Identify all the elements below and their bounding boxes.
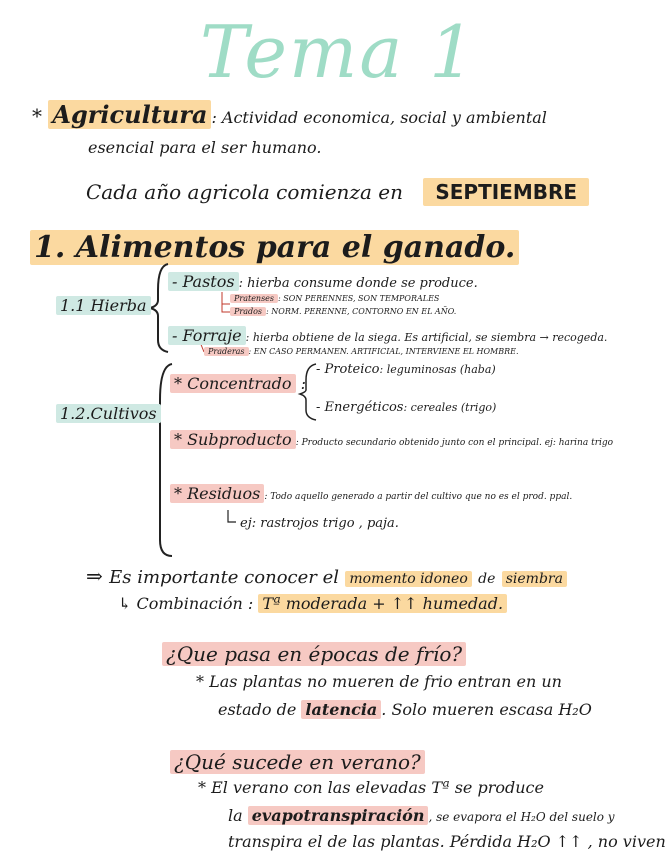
pastos-text: : hierba consume donde se produce. xyxy=(238,276,478,291)
hierba-label xyxy=(56,296,151,315)
verano-line-1: * El verano con las elevadas Tª se produce xyxy=(198,778,544,797)
subproducto-text: : Producto secundario obtenido junto con el principal. ej: harina trigo xyxy=(295,438,614,448)
intro-def: : Actividad economica, social y ambiental xyxy=(211,108,547,127)
prados-text: : NORM. PERENNE, CONTORNO EN EL AÑO. xyxy=(266,307,457,316)
verano-la: la xyxy=(228,806,243,825)
pastos-label: - Pastos xyxy=(168,272,239,291)
residuos-example: ej: rastrojos trigo , paja. xyxy=(240,516,399,531)
forraje-line xyxy=(168,326,607,345)
importante-line xyxy=(86,564,567,588)
subproducto-line xyxy=(170,430,613,449)
concentrado-label: * Concentrado xyxy=(170,374,296,393)
frio-question xyxy=(162,642,466,666)
importante-text: Es importante conocer el xyxy=(109,567,339,588)
forraje-label: - Forraje xyxy=(168,326,246,345)
importante-de: de xyxy=(478,571,496,587)
cultivos-label-text: 1.2.Cultivos xyxy=(56,404,161,423)
praderas-line xyxy=(204,347,519,356)
siembra: siembra xyxy=(502,571,567,587)
section-1-number: 1. xyxy=(34,230,66,265)
energetico-label: - Energéticos xyxy=(316,400,404,415)
prados-label: Prados xyxy=(230,307,266,316)
residuos-text: : Todo aquello generado a partir del cultivo que no es el prod. ppal. xyxy=(264,492,573,502)
importante-arrow: ⇒ xyxy=(86,564,103,588)
latencia: latencia xyxy=(301,700,381,719)
agricultura-term: Agricultura xyxy=(48,100,211,129)
pratenses-text: : SON PERENNES, SON TEMPORALES xyxy=(278,294,440,303)
frio-question-text: ¿Que pasa en épocas de frío? xyxy=(162,642,466,666)
pratenses-line xyxy=(230,294,439,303)
year-text: Cada año agricola comienza en xyxy=(86,180,403,204)
proteico-text: : leguminosas (haba) xyxy=(379,363,496,376)
proteico-label: - Proteico xyxy=(316,362,380,377)
hierba-label-text: 1.1 Hierba xyxy=(56,296,151,315)
pastos-line xyxy=(168,272,478,291)
proteico-line xyxy=(316,362,496,377)
combinacion-arrow: ↳ xyxy=(118,594,132,613)
energetico-text: : cereales (trigo) xyxy=(403,401,497,414)
residuos-line xyxy=(170,484,572,503)
momento-idoneo: momento idoneo xyxy=(345,571,471,587)
cultivos-label xyxy=(56,404,161,423)
verano-question-text: ¿Qué sucede en verano? xyxy=(170,750,425,774)
page-title: Tema 1 xyxy=(200,10,477,94)
verano-line-2 xyxy=(228,806,615,825)
month-badge: SEPTIEMBRE xyxy=(423,178,589,206)
frio-line-1: * Las plantas no mueren de frio entran en un xyxy=(196,672,562,691)
intro-marker: * xyxy=(32,104,42,128)
energetico-line xyxy=(316,400,496,415)
section-1-text: Alimentos para el ganado. xyxy=(75,230,516,265)
frio-rest: . Solo mueren escasa H₂O xyxy=(381,700,592,719)
combinacion-line xyxy=(118,594,507,613)
combinacion-value: Tª moderada + ↑↑ humedad. xyxy=(258,594,507,613)
intro-line-2: esencial para el ser humano. xyxy=(88,138,322,157)
residuos-label: * Residuos xyxy=(170,484,264,503)
verano-question xyxy=(170,750,425,774)
verano-line-3: transpira el de las plantas. Pérdida H₂O ↑↑ , no viven xyxy=(228,832,666,851)
praderas-label: Praderas xyxy=(204,347,249,356)
pratenses-label: Pratenses xyxy=(230,294,278,303)
evapotranspiracion: evapotranspiración xyxy=(248,806,429,825)
concentrado-line: * Concentrado : xyxy=(170,374,306,393)
frio-line-2 xyxy=(218,700,592,719)
prados-line xyxy=(230,307,456,316)
verano-evapora: , se evapora el H₂O del suelo y xyxy=(428,810,615,824)
praderas-text: : EN CASO PERMANEN. ARTIFICIAL, INTERVIENE EL HOMBRE. xyxy=(248,347,519,356)
frio-estado: estado de xyxy=(218,700,297,719)
combinacion-label: Combinación : xyxy=(136,594,254,613)
subproducto-label: * Subproducto xyxy=(170,430,296,449)
forraje-text: : hierba obtiene de la siega. Es artificial, se siembra → recogeda. xyxy=(245,331,608,344)
